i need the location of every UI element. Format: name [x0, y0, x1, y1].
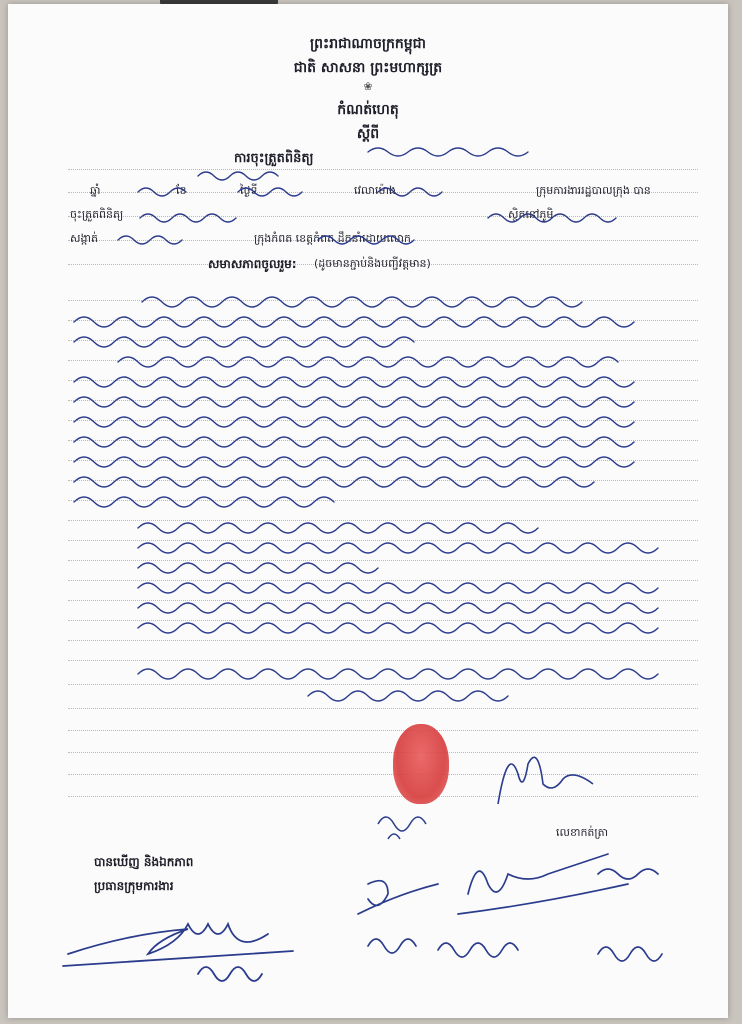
document-type-title: កំណត់ហេតុ: [337, 102, 399, 118]
location-label: ស្ថិតនៅភូមិ: [508, 208, 554, 221]
thumbprint-name-handwritten: [368, 794, 448, 844]
commune-label: សង្កាត់: [70, 232, 98, 245]
about-label: ស្តីពី: [356, 126, 380, 142]
time-label: វេលាម៉ោង: [354, 184, 396, 197]
subject-label: ការចុះត្រួតពិនិត្យ: [234, 151, 314, 166]
witness-signature: [478, 744, 618, 824]
district-label: ក្រុងកំពត ខេត្តកំពត ដឹកនាំដោយលោក: [254, 232, 411, 245]
kingdom-heading: ព្រះរាជាណាចក្រកម្ពុជា: [309, 36, 426, 52]
thumbprint-stamp: [393, 724, 449, 804]
chief-label: ប្រធានក្រុមការងារ: [94, 879, 174, 893]
composition-label: សមាសភាពចូលរួម:: [208, 257, 297, 271]
motto-heading: ជាតិ សាសនា ព្រះមហាក្សត្រ: [293, 60, 443, 76]
ornament-divider: ❀: [363, 80, 373, 93]
month-label: ខែ: [176, 184, 187, 197]
document-page: [8, 4, 728, 1018]
inspect-label: ចុះត្រួតពិនិត្យ: [70, 208, 124, 221]
composition-note: (ដូចមានភ្ជាប់និងបញ្ជីវត្តមាន): [314, 257, 431, 270]
committee-label: ក្រុមការងាររដ្ឋបាលក្រុង បាន: [536, 184, 651, 197]
handwritten-body: [68, 144, 688, 704]
approval-label: បានឃើញ និងឯកភាព: [94, 855, 194, 869]
recorder-label: លេខាកត់ត្រា: [556, 826, 609, 839]
day-label: ថ្ងៃទី: [240, 184, 258, 197]
member-signatures: [348, 854, 718, 984]
year-label: ឆ្នាំ: [90, 184, 101, 197]
chief-signature: [58, 904, 318, 994]
